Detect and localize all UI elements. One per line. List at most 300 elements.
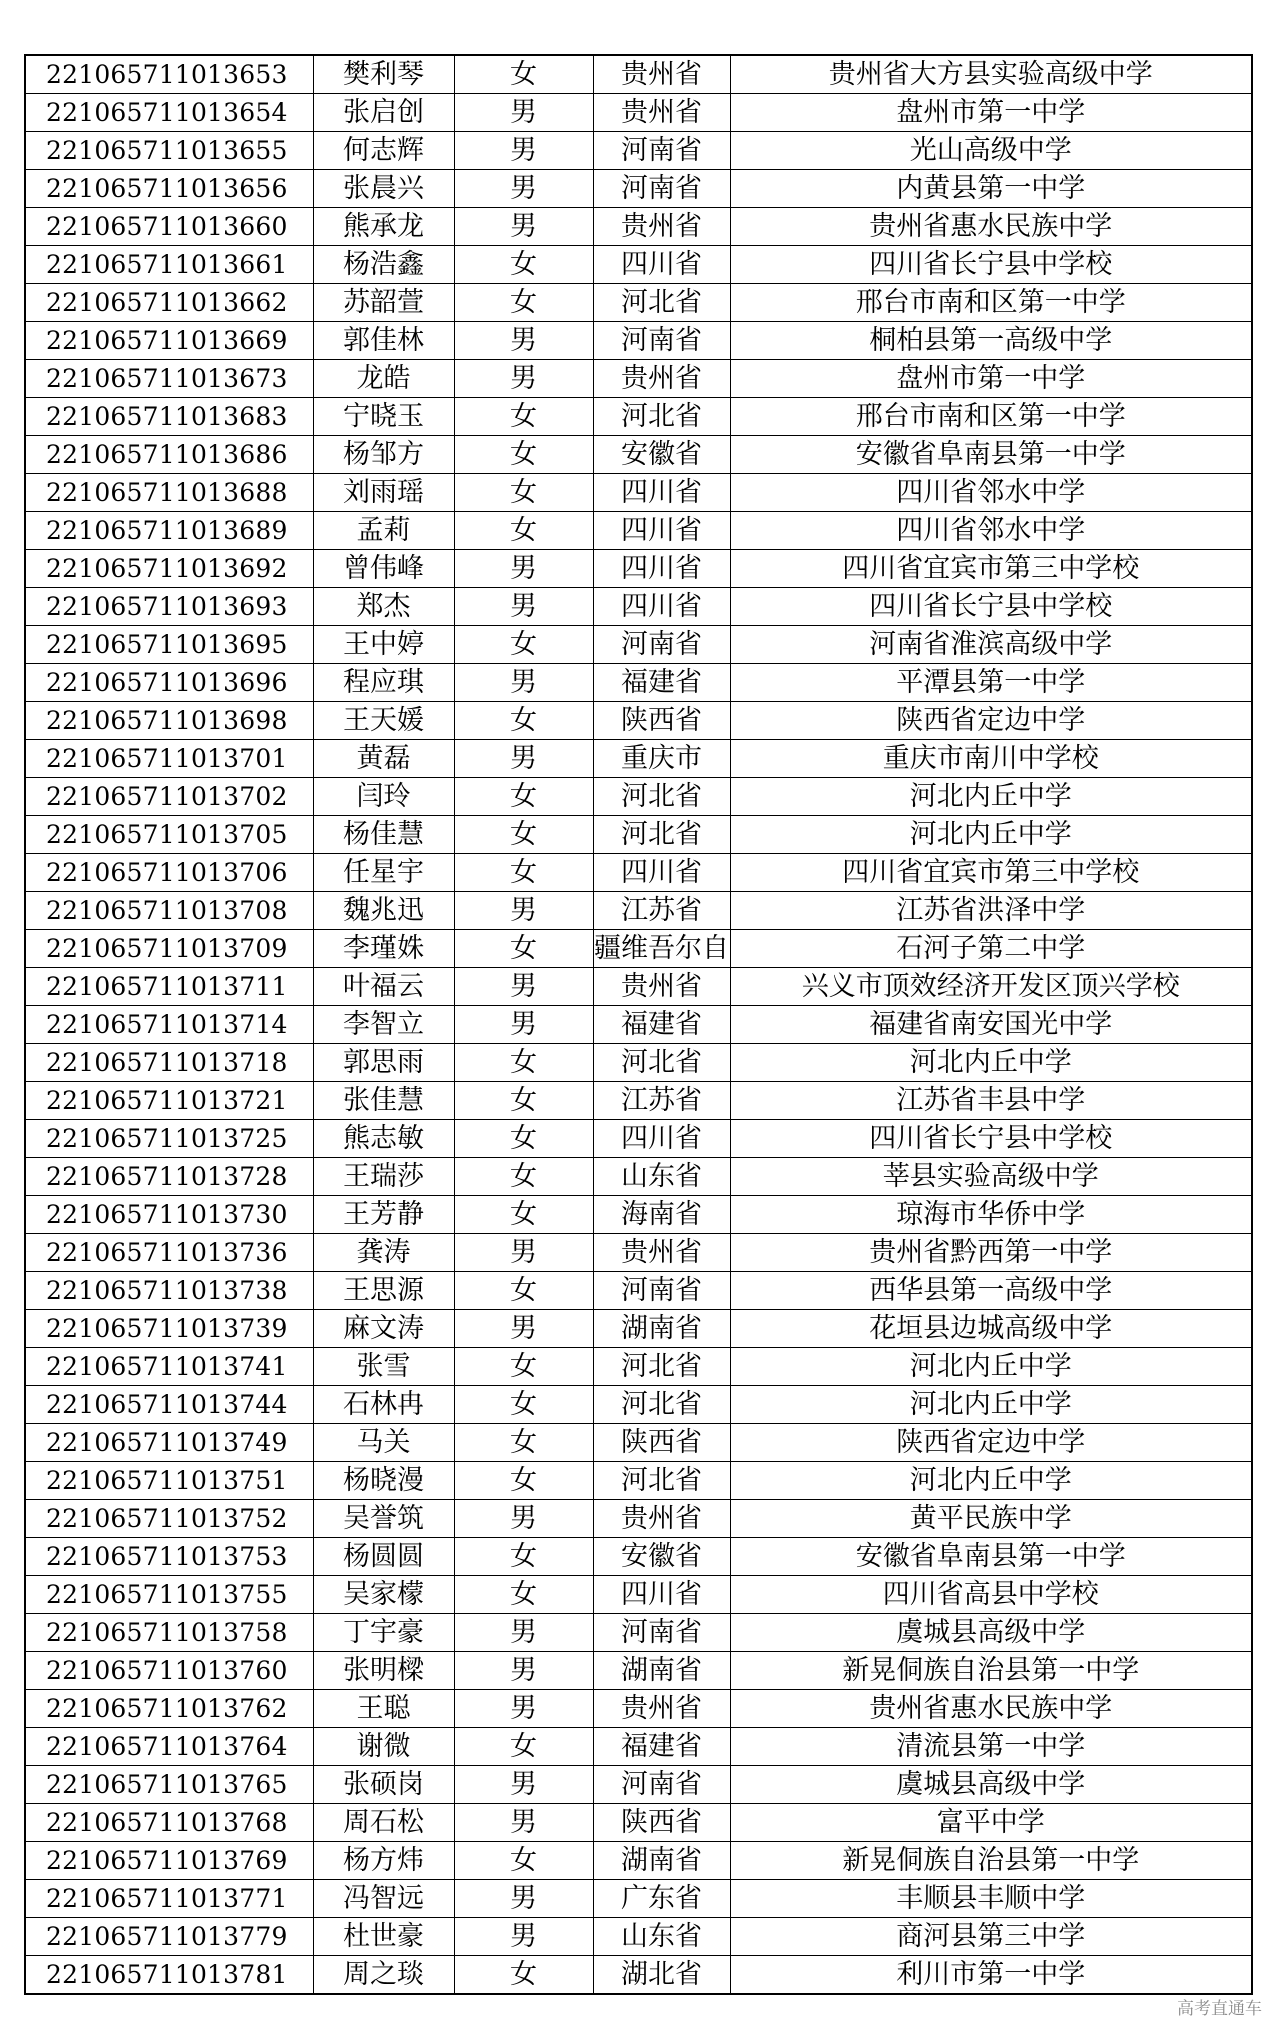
candidate-id-cell: 221065711013656 (25, 170, 313, 208)
table-row (25, 702, 1252, 740)
candidate-id-cell: 221065711013689 (25, 512, 313, 550)
gender-cell: 男 (454, 1652, 593, 1690)
gender-cell: 男 (454, 1918, 593, 1956)
admission-table-body (25, 55, 1252, 1994)
student-name-cell: 杨圆圆 (313, 1538, 454, 1576)
gender-cell: 男 (454, 550, 593, 588)
student-name-cell: 谢微 (313, 1728, 454, 1766)
gender-cell: 女 (454, 930, 593, 968)
province-cell: 四川省 (593, 1576, 730, 1614)
student-name-cell: 苏韶萱 (313, 284, 454, 322)
school-name-cell: 重庆市南川中学校 (730, 740, 1252, 778)
table-row (25, 740, 1252, 778)
school-name-cell: 贵州省惠水民族中学 (730, 1690, 1252, 1728)
student-name-cell: 周之琰 (313, 1956, 454, 1995)
candidate-id-cell: 221065711013736 (25, 1234, 313, 1272)
candidate-id-cell: 221065711013769 (25, 1842, 313, 1880)
province-cell: 贵州省 (593, 94, 730, 132)
student-name-cell: 王聪 (313, 1690, 454, 1728)
school-name-cell: 四川省宜宾市第三中学校 (730, 550, 1252, 588)
student-name-cell: 樊利琴 (313, 55, 454, 94)
candidate-id-cell: 221065711013695 (25, 626, 313, 664)
student-name-cell: 孟莉 (313, 512, 454, 550)
gender-cell: 女 (454, 474, 593, 512)
admission-list-sheet (24, 54, 1251, 1995)
candidate-id-cell: 221065711013728 (25, 1158, 313, 1196)
table-row (25, 1766, 1252, 1804)
school-name-cell: 丰顺县丰顺中学 (730, 1880, 1252, 1918)
province-cell: 四川省 (593, 246, 730, 284)
gender-cell: 男 (454, 208, 593, 246)
table-row (25, 626, 1252, 664)
province-cell: 广东省 (593, 1880, 730, 1918)
student-name-cell: 张硕岗 (313, 1766, 454, 1804)
gender-cell: 男 (454, 1234, 593, 1272)
table-row (25, 1500, 1252, 1538)
province-cell: 四川省 (593, 512, 730, 550)
table-row (25, 360, 1252, 398)
gender-cell: 男 (454, 740, 593, 778)
province-cell: 陕西省 (593, 1424, 730, 1462)
province-cell: 江苏省 (593, 1082, 730, 1120)
school-name-cell: 四川省长宁县中学校 (730, 1120, 1252, 1158)
gender-cell: 男 (454, 1006, 593, 1044)
gender-cell: 女 (454, 246, 593, 284)
candidate-id-cell: 221065711013669 (25, 322, 313, 360)
student-name-cell: 张启创 (313, 94, 454, 132)
gender-cell: 男 (454, 1804, 593, 1842)
table-row (25, 930, 1252, 968)
province-cell: 安徽省 (593, 436, 730, 474)
gender-cell: 女 (454, 1424, 593, 1462)
province-cell: 河北省 (593, 1044, 730, 1082)
candidate-id-cell: 221065711013705 (25, 816, 313, 854)
province-cell: 贵州省 (593, 1690, 730, 1728)
school-name-cell: 安徽省阜南县第一中学 (730, 436, 1252, 474)
province-cell: 贵州省 (593, 208, 730, 246)
table-row (25, 1652, 1252, 1690)
gender-cell: 女 (454, 1462, 593, 1500)
student-name-cell: 郭思雨 (313, 1044, 454, 1082)
gender-cell: 女 (454, 512, 593, 550)
table-row (25, 778, 1252, 816)
student-name-cell: 王中婷 (313, 626, 454, 664)
school-name-cell: 盘州市第一中学 (730, 360, 1252, 398)
table-row (25, 436, 1252, 474)
student-name-cell: 何志辉 (313, 132, 454, 170)
province-cell: 福建省 (593, 1006, 730, 1044)
student-name-cell: 李智立 (313, 1006, 454, 1044)
student-name-cell: 龙皓 (313, 360, 454, 398)
table-row (25, 1158, 1252, 1196)
candidate-id-cell: 221065711013738 (25, 1272, 313, 1310)
school-name-cell: 黄平民族中学 (730, 1500, 1252, 1538)
school-name-cell: 四川省宜宾市第三中学校 (730, 854, 1252, 892)
student-name-cell: 宁晓玉 (313, 398, 454, 436)
candidate-id-cell: 221065711013765 (25, 1766, 313, 1804)
watermark: 高考直通车 (1177, 1999, 1262, 2019)
gender-cell: 男 (454, 1690, 593, 1728)
school-name-cell: 桐柏县第一高级中学 (730, 322, 1252, 360)
candidate-id-cell: 221065711013781 (25, 1956, 313, 1995)
candidate-id-cell: 221065711013696 (25, 664, 313, 702)
candidate-id-cell: 221065711013686 (25, 436, 313, 474)
student-name-cell: 石林冉 (313, 1386, 454, 1424)
gender-cell: 男 (454, 1614, 593, 1652)
province-cell: 河北省 (593, 398, 730, 436)
candidate-id-cell: 221065711013755 (25, 1576, 313, 1614)
candidate-id-cell: 221065711013654 (25, 94, 313, 132)
province-cell: 河南省 (593, 132, 730, 170)
candidate-id-cell: 221065711013739 (25, 1310, 313, 1348)
student-name-cell: 丁宇豪 (313, 1614, 454, 1652)
student-name-cell: 郑杰 (313, 588, 454, 626)
school-name-cell: 江苏省洪泽中学 (730, 892, 1252, 930)
table-row (25, 1196, 1252, 1234)
school-name-cell: 河南省淮滨高级中学 (730, 626, 1252, 664)
province-cell: 陕西省 (593, 1804, 730, 1842)
school-name-cell: 石河子第二中学 (730, 930, 1252, 968)
school-name-cell: 清流县第一中学 (730, 1728, 1252, 1766)
candidate-id-cell: 221065711013709 (25, 930, 313, 968)
school-name-cell: 河北内丘中学 (730, 778, 1252, 816)
student-name-cell: 吴家檬 (313, 1576, 454, 1614)
table-row (25, 94, 1252, 132)
student-name-cell: 王芳静 (313, 1196, 454, 1234)
province-cell: 陕西省 (593, 702, 730, 740)
candidate-id-cell: 221065711013708 (25, 892, 313, 930)
table-row (25, 1880, 1252, 1918)
candidate-id-cell: 221065711013706 (25, 854, 313, 892)
student-name-cell: 郭佳林 (313, 322, 454, 360)
school-name-cell: 平潭县第一中学 (730, 664, 1252, 702)
candidate-id-cell: 221065711013760 (25, 1652, 313, 1690)
school-name-cell: 河北内丘中学 (730, 1348, 1252, 1386)
province-cell: 河南省 (593, 170, 730, 208)
school-name-cell: 新晃侗族自治县第一中学 (730, 1842, 1252, 1880)
candidate-id-cell: 221065711013692 (25, 550, 313, 588)
table-row (25, 664, 1252, 702)
table-row (25, 1348, 1252, 1386)
province-cell: 四川省 (593, 854, 730, 892)
candidate-id-cell: 221065711013751 (25, 1462, 313, 1500)
candidate-id-cell: 221065711013762 (25, 1690, 313, 1728)
table-row (25, 588, 1252, 626)
student-name-cell: 王思源 (313, 1272, 454, 1310)
candidate-id-cell: 221065711013702 (25, 778, 313, 816)
student-name-cell: 李瑾姝 (313, 930, 454, 968)
table-row (25, 398, 1252, 436)
gender-cell: 女 (454, 778, 593, 816)
gender-cell: 女 (454, 1082, 593, 1120)
table-row (25, 246, 1252, 284)
province-cell: 河南省 (593, 1272, 730, 1310)
province-cell: 河北省 (593, 284, 730, 322)
student-name-cell: 吴誉筑 (313, 1500, 454, 1538)
school-name-cell: 江苏省丰县中学 (730, 1082, 1252, 1120)
gender-cell: 女 (454, 626, 593, 664)
candidate-id-cell: 221065711013688 (25, 474, 313, 512)
school-name-cell: 四川省长宁县中学校 (730, 246, 1252, 284)
province-cell: 河南省 (593, 322, 730, 360)
province-cell: 四川省 (593, 588, 730, 626)
province-cell: 河北省 (593, 1348, 730, 1386)
table-row (25, 1690, 1252, 1728)
province-cell: 山东省 (593, 1918, 730, 1956)
student-name-cell: 杨佳慧 (313, 816, 454, 854)
gender-cell: 女 (454, 1272, 593, 1310)
province-cell: 河南省 (593, 626, 730, 664)
province-cell: 湖南省 (593, 1310, 730, 1348)
school-name-cell: 内黄县第一中学 (730, 170, 1252, 208)
school-name-cell: 四川省邻水中学 (730, 512, 1252, 550)
school-name-cell: 商河县第三中学 (730, 1918, 1252, 1956)
school-name-cell: 四川省长宁县中学校 (730, 588, 1252, 626)
school-name-cell: 河北内丘中学 (730, 1386, 1252, 1424)
table-row (25, 968, 1252, 1006)
gender-cell: 女 (454, 1120, 593, 1158)
candidate-id-cell: 221065711013779 (25, 1918, 313, 1956)
candidate-id-cell: 221065711013701 (25, 740, 313, 778)
school-name-cell: 福建省南安国光中学 (730, 1006, 1252, 1044)
gender-cell: 男 (454, 322, 593, 360)
school-name-cell: 莘县实验高级中学 (730, 1158, 1252, 1196)
gender-cell: 女 (454, 854, 593, 892)
school-name-cell: 四川省高县中学校 (730, 1576, 1252, 1614)
student-name-cell: 王天媛 (313, 702, 454, 740)
gender-cell: 女 (454, 398, 593, 436)
gender-cell: 女 (454, 55, 593, 94)
student-name-cell: 刘雨瑶 (313, 474, 454, 512)
province-cell: 四川省 (593, 550, 730, 588)
province-cell: 湖北省 (593, 1956, 730, 1995)
province-cell: 山东省 (593, 1158, 730, 1196)
student-name-cell: 熊志敏 (313, 1120, 454, 1158)
gender-cell: 男 (454, 588, 593, 626)
table-row (25, 512, 1252, 550)
gender-cell: 女 (454, 1386, 593, 1424)
table-row (25, 854, 1252, 892)
candidate-id-cell: 221065711013771 (25, 1880, 313, 1918)
student-name-cell: 张佳慧 (313, 1082, 454, 1120)
school-name-cell: 河北内丘中学 (730, 816, 1252, 854)
student-name-cell: 黄磊 (313, 740, 454, 778)
gender-cell: 男 (454, 94, 593, 132)
student-name-cell: 任星宇 (313, 854, 454, 892)
province-cell: 海南省 (593, 1196, 730, 1234)
province-cell: 福建省 (593, 1728, 730, 1766)
student-name-cell: 杨方炜 (313, 1842, 454, 1880)
school-name-cell: 花垣县边城高级中学 (730, 1310, 1252, 1348)
table-row (25, 474, 1252, 512)
candidate-id-cell: 221065711013718 (25, 1044, 313, 1082)
gender-cell: 男 (454, 892, 593, 930)
candidate-id-cell: 221065711013662 (25, 284, 313, 322)
gender-cell: 女 (454, 1196, 593, 1234)
gender-cell: 男 (454, 170, 593, 208)
candidate-id-cell: 221065711013655 (25, 132, 313, 170)
student-name-cell: 程应琪 (313, 664, 454, 702)
gender-cell: 女 (454, 284, 593, 322)
student-name-cell: 曾伟峰 (313, 550, 454, 588)
school-name-cell: 贵州省惠水民族中学 (730, 208, 1252, 246)
province-cell: 贵州省 (593, 1234, 730, 1272)
table-row (25, 1918, 1252, 1956)
table-row (25, 1804, 1252, 1842)
table-row (25, 1728, 1252, 1766)
province-cell: 贵州省 (593, 360, 730, 398)
province-cell: 河南省 (593, 1766, 730, 1804)
gender-cell: 女 (454, 436, 593, 474)
candidate-id-cell: 221065711013749 (25, 1424, 313, 1462)
province-cell: 福建省 (593, 664, 730, 702)
table-row (25, 1310, 1252, 1348)
candidate-id-cell: 221065711013683 (25, 398, 313, 436)
province-cell: 河南省 (593, 1614, 730, 1652)
student-name-cell: 张晨兴 (313, 170, 454, 208)
gender-cell: 女 (454, 702, 593, 740)
school-name-cell: 琼海市华侨中学 (730, 1196, 1252, 1234)
province-cell: 重庆市 (593, 740, 730, 778)
gender-cell: 女 (454, 1044, 593, 1082)
admission-table (24, 54, 1253, 1995)
table-row (25, 208, 1252, 246)
province-cell: 河北省 (593, 778, 730, 816)
candidate-id-cell: 221065711013744 (25, 1386, 313, 1424)
candidate-id-cell: 221065711013730 (25, 1196, 313, 1234)
school-name-cell: 河北内丘中学 (730, 1462, 1252, 1500)
table-row (25, 1006, 1252, 1044)
table-row (25, 1424, 1252, 1462)
candidate-id-cell: 221065711013764 (25, 1728, 313, 1766)
school-name-cell: 西华县第一高级中学 (730, 1272, 1252, 1310)
province-cell: 贵州省 (593, 1500, 730, 1538)
province-cell: 湖南省 (593, 1842, 730, 1880)
table-row (25, 1956, 1252, 1995)
school-name-cell: 虞城县高级中学 (730, 1614, 1252, 1652)
table-row (25, 1538, 1252, 1576)
student-name-cell: 杜世豪 (313, 1918, 454, 1956)
student-name-cell: 冯智远 (313, 1880, 454, 1918)
candidate-id-cell: 221065711013653 (25, 55, 313, 94)
province-cell: 四川省 (593, 1120, 730, 1158)
gender-cell: 女 (454, 1158, 593, 1196)
student-name-cell: 张明樑 (313, 1652, 454, 1690)
gender-cell: 女 (454, 1728, 593, 1766)
candidate-id-cell: 221065711013721 (25, 1082, 313, 1120)
student-name-cell: 杨浩鑫 (313, 246, 454, 284)
school-name-cell: 安徽省阜南县第一中学 (730, 1538, 1252, 1576)
candidate-id-cell: 221065711013661 (25, 246, 313, 284)
school-name-cell: 陕西省定边中学 (730, 1424, 1252, 1462)
province-cell: 湖南省 (593, 1652, 730, 1690)
school-name-cell: 新晃侗族自治县第一中学 (730, 1652, 1252, 1690)
candidate-id-cell: 221065711013693 (25, 588, 313, 626)
table-row (25, 1842, 1252, 1880)
table-row (25, 816, 1252, 854)
school-name-cell: 陕西省定边中学 (730, 702, 1252, 740)
gender-cell: 男 (454, 1880, 593, 1918)
school-name-cell: 贵州省大方县实验高级中学 (730, 55, 1252, 94)
table-row (25, 1234, 1252, 1272)
gender-cell: 男 (454, 1310, 593, 1348)
province-cell: 江苏省 (593, 892, 730, 930)
table-row (25, 1614, 1252, 1652)
table-row (25, 1462, 1252, 1500)
gender-cell: 女 (454, 816, 593, 854)
student-name-cell: 龚涛 (313, 1234, 454, 1272)
province-cell: 四川省 (593, 474, 730, 512)
school-name-cell: 富平中学 (730, 1804, 1252, 1842)
school-name-cell: 河北内丘中学 (730, 1044, 1252, 1082)
student-name-cell: 周石松 (313, 1804, 454, 1842)
school-name-cell: 邢台市南和区第一中学 (730, 284, 1252, 322)
candidate-id-cell: 221065711013752 (25, 1500, 313, 1538)
province-cell: 河北省 (593, 1386, 730, 1424)
province-cell: 河北省 (593, 1462, 730, 1500)
province-cell: 疆维吾尔自 (593, 930, 730, 968)
gender-cell: 男 (454, 1500, 593, 1538)
candidate-id-cell: 221065711013673 (25, 360, 313, 398)
student-name-cell: 杨晓漫 (313, 1462, 454, 1500)
gender-cell: 女 (454, 1348, 593, 1386)
school-name-cell: 贵州省黔西第一中学 (730, 1234, 1252, 1272)
school-name-cell: 虞城县高级中学 (730, 1766, 1252, 1804)
gender-cell: 男 (454, 1766, 593, 1804)
candidate-id-cell: 221065711013698 (25, 702, 313, 740)
province-cell: 贵州省 (593, 968, 730, 1006)
candidate-id-cell: 221065711013753 (25, 1538, 313, 1576)
gender-cell: 女 (454, 1576, 593, 1614)
province-cell: 安徽省 (593, 1538, 730, 1576)
school-name-cell: 兴义市顶效经济开发区顶兴学校 (730, 968, 1252, 1006)
candidate-id-cell: 221065711013758 (25, 1614, 313, 1652)
table-row (25, 284, 1252, 322)
school-name-cell: 利川市第一中学 (730, 1956, 1252, 1995)
table-row (25, 1576, 1252, 1614)
table-row (25, 1044, 1252, 1082)
gender-cell: 男 (454, 360, 593, 398)
table-row (25, 322, 1252, 360)
student-name-cell: 杨邹方 (313, 436, 454, 474)
student-name-cell: 叶福云 (313, 968, 454, 1006)
student-name-cell: 张雪 (313, 1348, 454, 1386)
school-name-cell: 盘州市第一中学 (730, 94, 1252, 132)
student-name-cell: 王瑞莎 (313, 1158, 454, 1196)
candidate-id-cell: 221065711013714 (25, 1006, 313, 1044)
table-row (25, 1120, 1252, 1158)
province-cell: 贵州省 (593, 55, 730, 94)
table-row (25, 1386, 1252, 1424)
gender-cell: 女 (454, 1956, 593, 1995)
table-row (25, 170, 1252, 208)
gender-cell: 男 (454, 132, 593, 170)
candidate-id-cell: 221065711013725 (25, 1120, 313, 1158)
gender-cell: 女 (454, 1842, 593, 1880)
school-name-cell: 四川省邻水中学 (730, 474, 1252, 512)
gender-cell: 男 (454, 968, 593, 1006)
table-row (25, 132, 1252, 170)
candidate-id-cell: 221065711013741 (25, 1348, 313, 1386)
candidate-id-cell: 221065711013711 (25, 968, 313, 1006)
school-name-cell: 邢台市南和区第一中学 (730, 398, 1252, 436)
student-name-cell: 魏兆迅 (313, 892, 454, 930)
gender-cell: 女 (454, 1538, 593, 1576)
gender-cell: 男 (454, 664, 593, 702)
candidate-id-cell: 221065711013660 (25, 208, 313, 246)
student-name-cell: 熊承龙 (313, 208, 454, 246)
province-cell: 河北省 (593, 816, 730, 854)
